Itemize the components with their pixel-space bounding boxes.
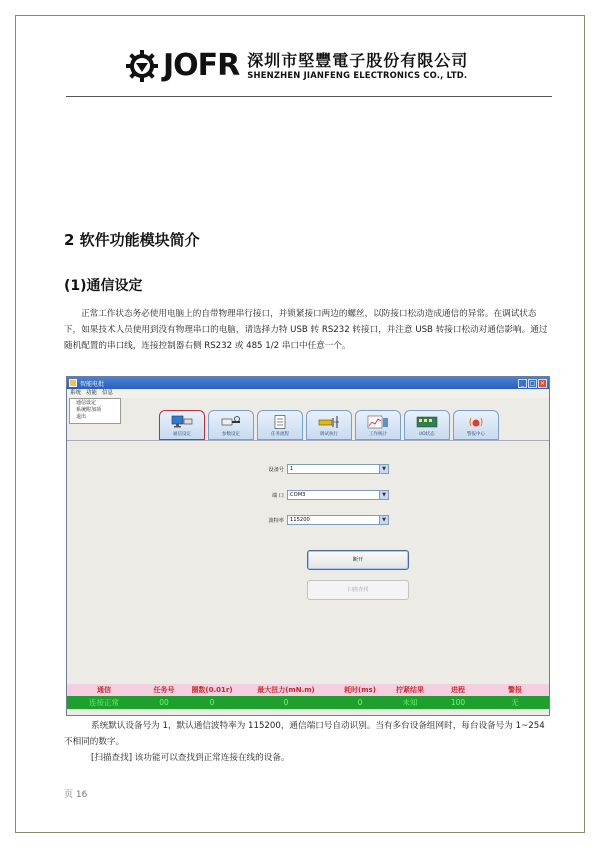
status-value: 连接正常	[89, 698, 119, 707]
tab-label: 通信设定	[173, 432, 191, 437]
toolbar-divider	[67, 440, 549, 441]
status-header: 通信	[97, 686, 111, 694]
status-header: 圈数(0.01r)	[191, 686, 233, 694]
device-select[interactable]	[287, 464, 389, 474]
tab-io-status[interactable]	[404, 410, 450, 440]
screwdriver-icon	[220, 415, 242, 429]
maximize-icon[interactable]: □	[529, 379, 536, 387]
io-board-icon	[416, 415, 438, 429]
company-name-cn: 深圳市堅豐電子股份有限公司	[247, 50, 469, 70]
status-header: 任务号	[153, 686, 175, 694]
device-label: 设备号	[268, 466, 284, 473]
sub-title: (1)通信设定	[64, 278, 143, 294]
tab-label: 调试执行	[320, 432, 338, 437]
tab-debug-execute[interactable]	[306, 410, 352, 440]
minimize-icon[interactable]: _	[518, 379, 527, 388]
baud-row	[252, 515, 389, 525]
section-title: 2 软件功能模块简介	[64, 231, 200, 249]
port-select[interactable]	[287, 490, 389, 500]
app-screenshot	[66, 376, 550, 716]
tab-alarm-center[interactable]	[453, 410, 499, 440]
device-row	[252, 464, 389, 474]
menu-item-comm-settings[interactable]: 通信设定	[76, 400, 97, 406]
menu-function[interactable]: 功能	[86, 390, 98, 396]
device-value: 1	[290, 466, 294, 472]
paragraph-defaults: 系统默认设备号为 1，默认通信波特率为 115200，通信端口号自动识别。当有多台设备组网时，每台设备号为 1~254 不相同的数字。	[64, 721, 545, 747]
status-value: 0	[209, 698, 215, 707]
status-header: 警报	[508, 686, 522, 694]
status-header: 拧紧结果	[396, 686, 424, 694]
module-toolbar	[159, 410, 499, 440]
menu-system[interactable]: 系统	[70, 390, 82, 396]
status-header: 进程	[451, 686, 465, 694]
status-value: 0	[357, 698, 363, 707]
page-number: 页 16	[64, 790, 88, 800]
system-menu-dropdown	[69, 398, 121, 424]
status-value: 0	[283, 698, 289, 707]
document-icon	[269, 415, 291, 429]
menu-info[interactable]: 信息	[102, 390, 114, 396]
monitor-icon	[171, 415, 193, 429]
tab-work-statistics[interactable]	[355, 410, 401, 440]
status-table	[67, 684, 549, 709]
company-name-en: SHENZHEN JIANFENG ELECTRONICS CO., LTD.	[247, 69, 468, 80]
tab-parameter-settings[interactable]	[208, 410, 254, 440]
status-value: 未知	[402, 698, 418, 707]
menu-item-system-addons[interactable]: 系统附加项	[76, 407, 102, 413]
app-icon	[69, 379, 77, 387]
scan-button[interactable]: 扫描查找	[307, 580, 409, 600]
close-icon[interactable]: ×	[539, 379, 546, 387]
menu-item-exit[interactable]: 退出	[76, 414, 87, 420]
baud-label: 波特率	[268, 517, 284, 524]
port-value: COM3	[290, 492, 306, 498]
status-value: 00	[159, 698, 169, 707]
logo-text: JOFR	[163, 48, 240, 83]
paragraph-intro: 正常工作状态务必使用电脑上的自带物理串行接口，并锁紧接口两边的螺丝，以防接口松动造成通信的异常。在调试状态下，如果技术人员使用到没有物理串口的电脑，请选择力特 USB 转 RS232 转接口，并注意 USB 转接口松动对通信影响。通过随机配置的串口线，连接控制器右侧 RS232 或 485 1/2 串口中任意一个。	[64, 309, 548, 351]
disconnect-button[interactable]: 断开	[307, 550, 409, 570]
tab-label: 警报中心	[467, 432, 485, 437]
header-divider	[66, 96, 552, 97]
gear-logo-icon	[125, 49, 159, 83]
tab-label: 工作统计	[369, 432, 387, 437]
port-row	[252, 490, 389, 500]
tab-label: 参数设定	[222, 432, 240, 437]
tab-label: I/O状态	[419, 432, 435, 437]
paragraph-scan: [扫描查找] 该功能可以查找到正常连接在线的设备。	[91, 753, 290, 763]
status-value-row	[67, 696, 549, 709]
company-logo	[125, 48, 468, 84]
app-titlebar	[67, 377, 549, 389]
tab-label: 任务流程	[271, 432, 289, 437]
status-header-row	[67, 684, 549, 696]
baud-select[interactable]	[287, 515, 389, 525]
status-header: 最大扭力(mN.m)	[257, 686, 315, 694]
status-value: 100	[450, 698, 466, 707]
tab-task-flow[interactable]	[257, 410, 303, 440]
app-title: 智能电批	[80, 380, 105, 388]
battery-icon	[318, 415, 340, 429]
app-menubar	[67, 389, 549, 398]
baud-value: 115200	[290, 517, 310, 523]
chart-icon	[367, 415, 389, 429]
chevron-down-icon[interactable]: ▼	[379, 491, 388, 499]
status-value: 无	[511, 698, 519, 707]
chevron-down-icon[interactable]: ▼	[379, 465, 388, 473]
tab-comm-settings[interactable]	[159, 410, 205, 440]
alarm-icon	[465, 415, 487, 429]
company-name	[247, 52, 468, 81]
port-label: 端 口	[271, 492, 284, 499]
status-header: 耗时(ms)	[344, 686, 376, 694]
chevron-down-icon[interactable]: ▼	[379, 516, 388, 524]
